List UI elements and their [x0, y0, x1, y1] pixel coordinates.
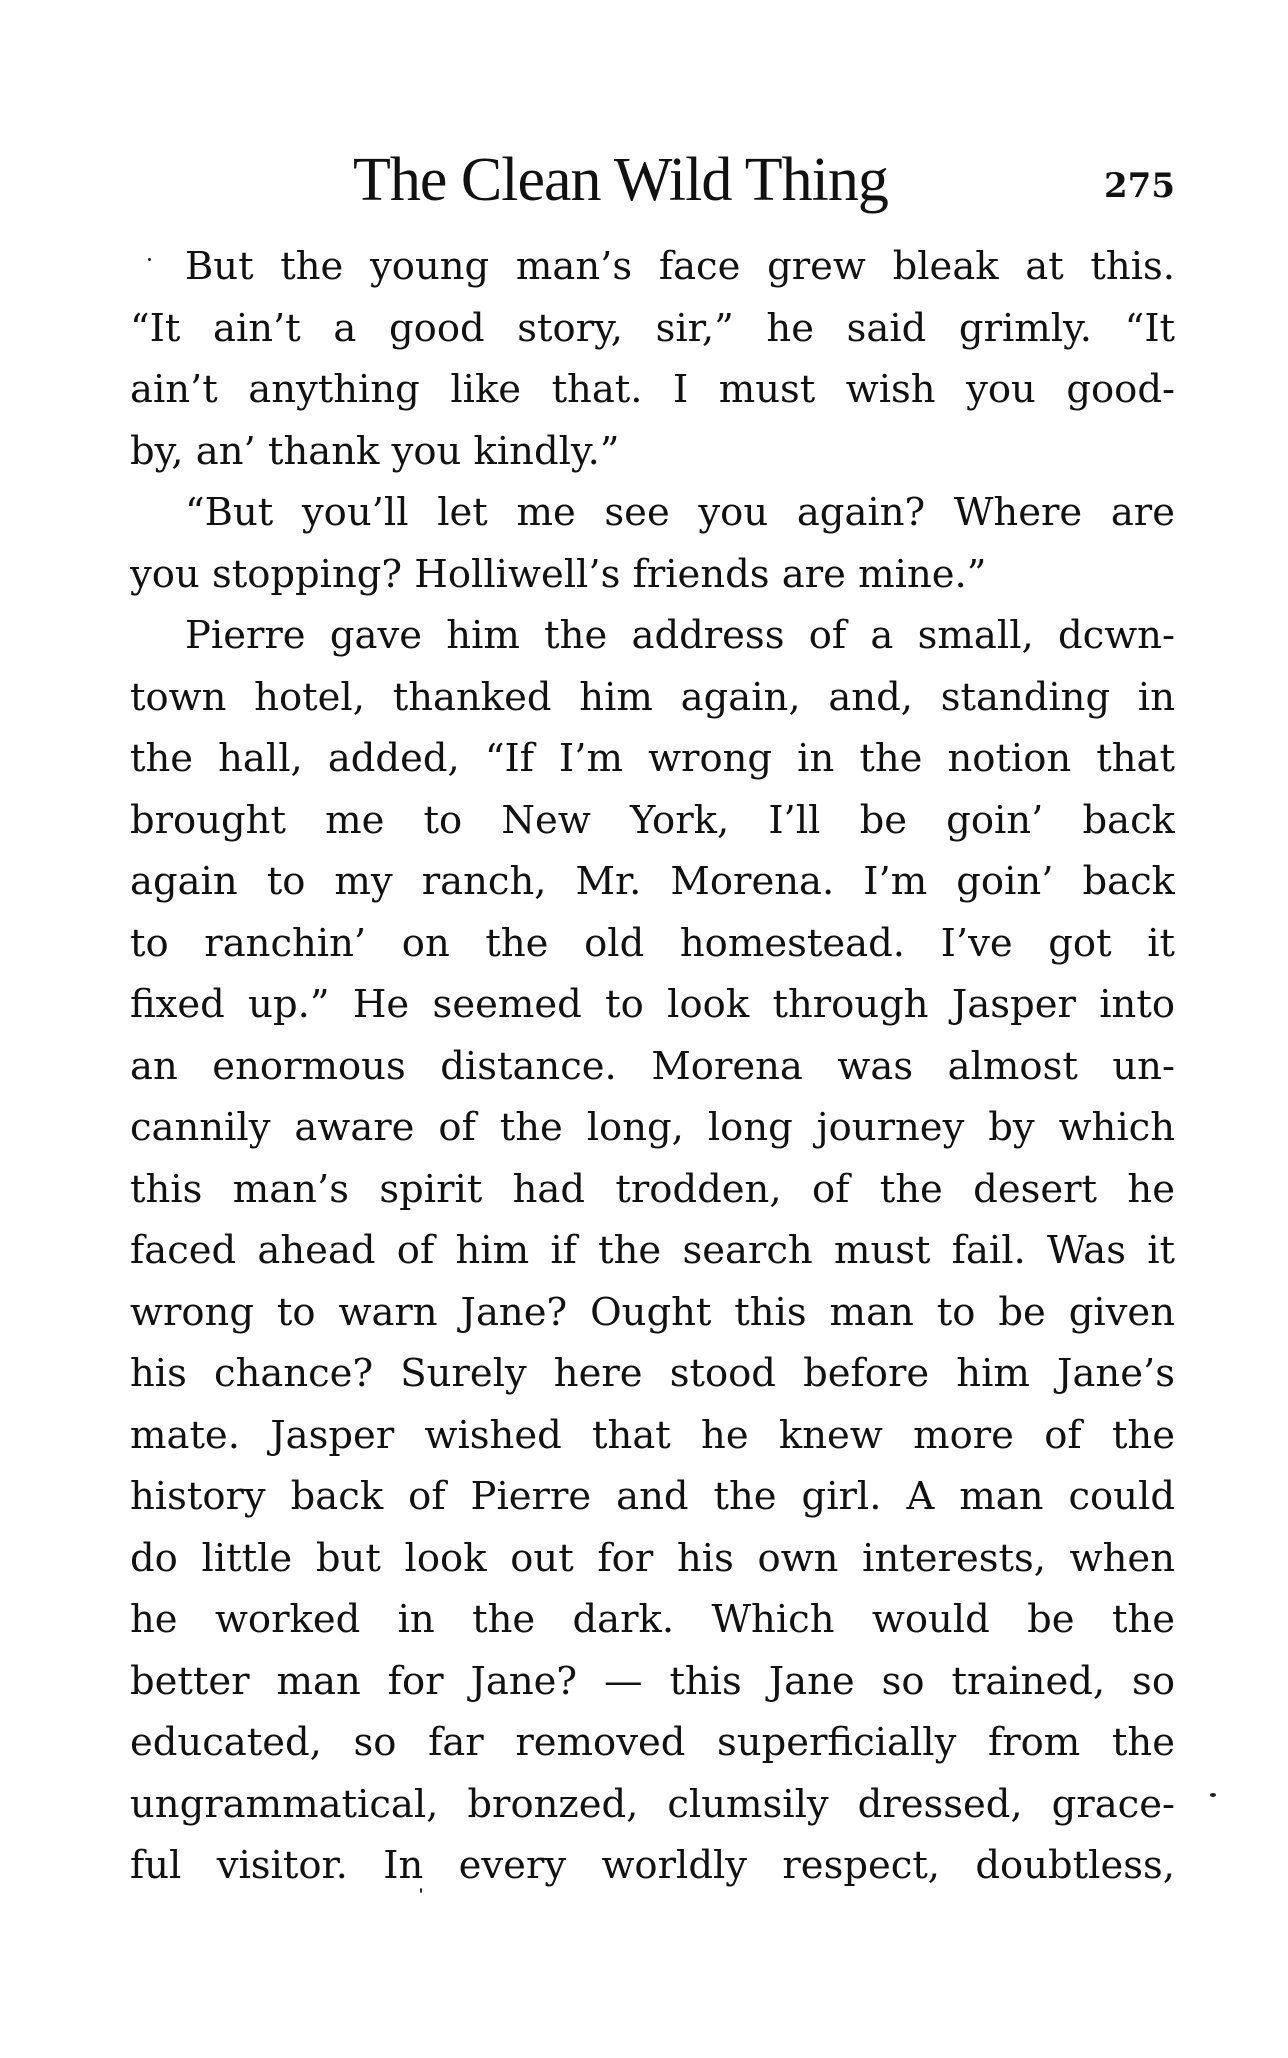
paragraph [130, 482, 1175, 605]
text-line: ungrammatical, bronzed, clumsily dressed, grace- [130, 1781, 1175, 1827]
text-line: mate. Jasper wished that he knew more of the [130, 1412, 1175, 1458]
text-line: his chance? Surely here stood before him Jane’s [130, 1351, 1175, 1396]
scan-speck [420, 1888, 422, 1893]
text-line: again to my ranch, Mr. Morena. I’m goin’ back [130, 859, 1175, 904]
text-line: ful visitor. In every worldly respect, doubtless, [130, 1843, 1175, 1888]
paragraph [130, 236, 1175, 482]
text-line: “It ain’t a good story, sir,” he said grimly. “It [130, 305, 1175, 351]
text-line: But the young man’s face grew bleak at this. [185, 244, 1175, 289]
scan-speck [1210, 1793, 1216, 1797]
text-line: fixed up.” He seemed to look through Jasper into [130, 982, 1175, 1027]
text-line: he worked in the dark. Which would be the [130, 1597, 1175, 1642]
text-line: better man for Jane? — this Jane so trained, so [130, 1658, 1175, 1704]
text-line: brought me to New York, I’ll be goin’ back [130, 797, 1175, 843]
body-text [130, 236, 1175, 1897]
text-line: ain’t anything like that. I must wish you good- [130, 367, 1175, 412]
page-number: 275 [1104, 166, 1175, 206]
text-line: Pierre gave him the address of a small, dcwn- [185, 613, 1175, 658]
text-line: you stopping? Holliwell’s friends are mine.” [130, 551, 987, 597]
text-line: educated, so far removed superficially from the [130, 1720, 1175, 1765]
text-line: to ranchin’ on the old homestead. I’ve got it [130, 920, 1175, 966]
running-head [130, 140, 1175, 220]
text-line: history back of Pierre and the girl. A man could [130, 1474, 1175, 1519]
text-line: wrong to warn Jane? Ought this man to be given [130, 1289, 1175, 1335]
text-line: do little but look out for his own interests, when [130, 1535, 1175, 1581]
text-line: an enormous distance. Morena was almost un- [130, 1043, 1175, 1089]
text-line: the hall, added, “If I’m wrong in the notion that [130, 736, 1175, 781]
scan-speck [148, 258, 151, 261]
running-title: The Clean Wild Thing [353, 146, 888, 214]
text-line: town hotel, thanked him again, and, standing in [130, 674, 1175, 720]
paragraph [130, 605, 1175, 1897]
text-line: “But you’ll let me see you again? Where are [185, 490, 1175, 535]
text-line: faced ahead of him if the search must fail. Was it [130, 1228, 1175, 1273]
text-line: cannily aware of the long, long journey by which [130, 1105, 1175, 1150]
text-line: by, an’ thank you kindly.” [130, 428, 620, 474]
text-line: this man’s spirit had trodden, of the desert he [130, 1166, 1175, 1212]
